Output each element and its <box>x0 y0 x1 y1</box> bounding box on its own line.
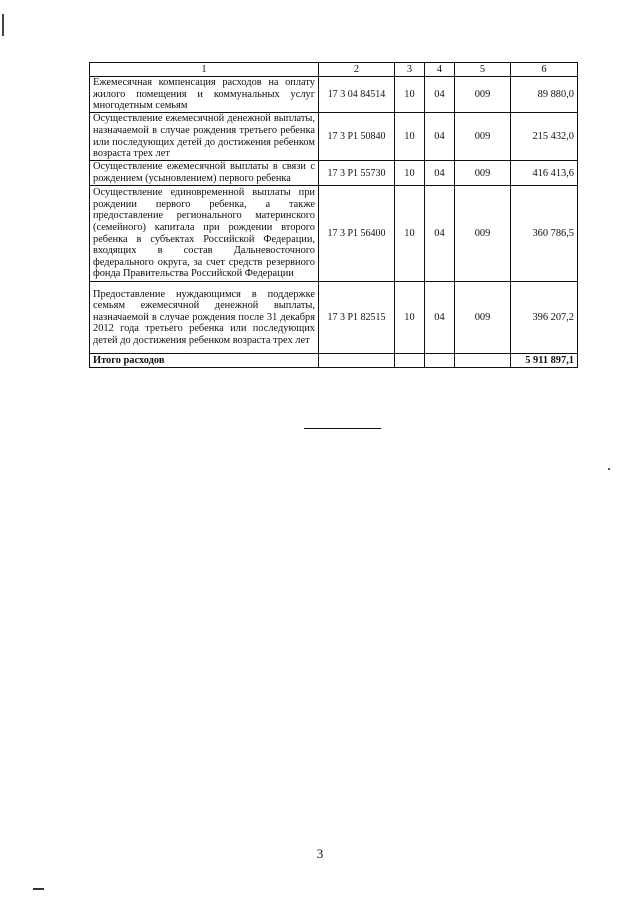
table-row <box>90 77 578 113</box>
row-amount: 360 786,5 <box>511 186 578 282</box>
page-number: 3 <box>316 846 324 861</box>
row-amount: 416 413,6 <box>511 161 578 186</box>
column-header-2: 2 <box>319 63 395 77</box>
row-target-code: 17 3 P1 56400 <box>319 186 395 282</box>
row-description: Осуществление ежемесячной денежной выплаты, назначаемой в случае рождения третьего ребенка или последующих детей до достижения ребенком возраста трех лет <box>90 113 319 161</box>
table-row <box>90 282 578 354</box>
table-row <box>90 161 578 186</box>
column-number-row <box>90 63 578 77</box>
row-subsection: 04 <box>425 186 455 282</box>
row-amount: 89 880,0 <box>511 77 578 113</box>
row-description: Ежемесячная компенсация расходов на оплату жилого помещения и коммунальных услуг многодетным семьям <box>90 77 319 113</box>
row-section: 10 <box>395 186 425 282</box>
row-expense-type: 009 <box>455 161 511 186</box>
total-empty-cell <box>455 354 511 368</box>
row-target-code: 17 3 P1 55730 <box>319 161 395 186</box>
row-target-code: 17 3 P1 50840 <box>319 113 395 161</box>
row-amount: 215 432,0 <box>511 113 578 161</box>
row-subsection: 04 <box>425 282 455 354</box>
row-section: 10 <box>395 113 425 161</box>
table-row <box>90 186 578 282</box>
scan-edge-mark <box>2 14 4 36</box>
column-header-4: 4 <box>425 63 455 77</box>
row-description: Осуществление единовременной выплаты при рождении первого ребенка, а также предоставление регионального материнского (семейного) капитала при рождении второго ребенка в субъектах Российской Федерации, входящих в состав Дальневосточного федерального округа, за счет средств резервного фонда Правительства Российской Федерации <box>90 186 319 282</box>
row-expense-type: 009 <box>455 113 511 161</box>
table-row <box>90 113 578 161</box>
row-section: 10 <box>395 77 425 113</box>
row-subsection: 04 <box>425 161 455 186</box>
row-expense-type: 009 <box>455 77 511 113</box>
total-label: Итого расходов <box>90 354 319 368</box>
row-description: Осуществление ежемесячной выплаты в связи с рождением (усыновлением) первого ребенка <box>90 161 319 186</box>
row-section: 10 <box>395 161 425 186</box>
budget-table <box>89 62 578 368</box>
column-header-1: 1 <box>90 63 319 77</box>
row-amount: 396 207,2 <box>511 282 578 354</box>
row-subsection: 04 <box>425 113 455 161</box>
row-expense-type: 009 <box>455 186 511 282</box>
total-empty-cell <box>319 354 395 368</box>
total-empty-cell <box>395 354 425 368</box>
row-subsection: 04 <box>425 77 455 113</box>
row-description: Предоставление нуждающимся в поддержке семьям ежемесячной денежной выплаты, назначаемой в случае рождения после 31 декабря 2012 года третьего ребенка или последующих детей до достижения ребенком возраста трех лет <box>90 282 319 354</box>
column-header-5: 5 <box>455 63 511 77</box>
column-header-3: 3 <box>395 63 425 77</box>
total-amount: 5 911 897,1 <box>511 354 578 368</box>
column-header-6: 6 <box>511 63 578 77</box>
total-row <box>90 354 578 368</box>
separator-line <box>304 428 381 429</box>
total-empty-cell <box>425 354 455 368</box>
row-expense-type: 009 <box>455 282 511 354</box>
row-section: 10 <box>395 282 425 354</box>
row-target-code: 17 3 04 84514 <box>319 77 395 113</box>
row-target-code: 17 3 P1 82515 <box>319 282 395 354</box>
scan-dash-mark <box>33 888 44 890</box>
scan-speck <box>608 468 610 470</box>
